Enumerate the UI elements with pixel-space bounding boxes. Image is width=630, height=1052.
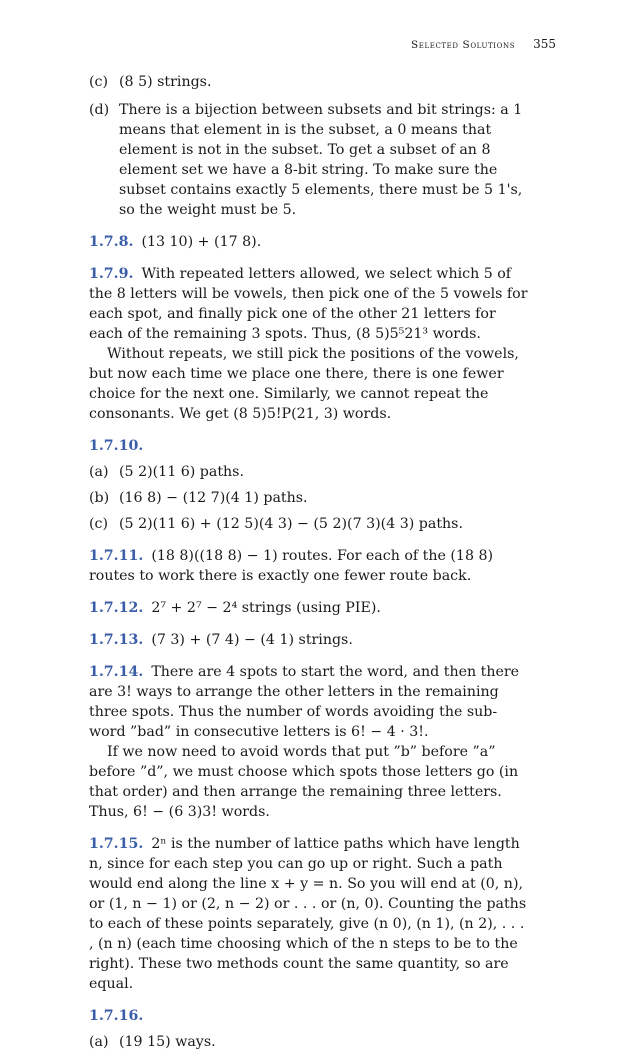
- page-number: 355: [533, 37, 556, 51]
- problem-number: 1.7.15.: [89, 836, 144, 852]
- problem-number: 1.7.11.: [89, 548, 144, 564]
- part-c: [89, 514, 531, 534]
- item-text: There is a bijection between subsets and bit strings: a 1 means that element in is the subset, a 0 means that element is not in the subset. To get a subset of an 8 element set we have a 8-bit string. To make sure the subset contains exactly 5 elements, there must be 5 1's, so the weight must be 5.: [119, 102, 523, 218]
- solution-1-7-15: [89, 834, 531, 994]
- problem-number: 1.7.9.: [89, 266, 134, 282]
- problem-number: 1.7.13.: [89, 632, 144, 648]
- part-label: (a): [89, 1034, 109, 1050]
- part-a: [89, 462, 531, 482]
- problem-number: 1.7.16.: [89, 1008, 144, 1024]
- solution-text: (18 8)((18 8) − 1) routes. For each of the (18 8) routes to work there is exactly one fewer route back.: [89, 548, 494, 584]
- solution-1-7-12: [89, 598, 531, 618]
- part-b: [89, 488, 531, 508]
- problem-number: 1.7.10.: [89, 438, 144, 454]
- solution-text: Without repeats, we still pick the positions of the vowels, but now each time we place one there, there is one fewer choice for the next one. Similarly, we cannot repeat the consonants. We get (8 5)5!P(21, 3) words.: [89, 346, 519, 422]
- solution-1-7-13: [89, 630, 531, 650]
- item-text: (8 5) strings.: [119, 74, 212, 90]
- solution-1-7-16: [89, 1006, 531, 1052]
- part-label: (b): [89, 490, 110, 506]
- solution-1-7-8: [89, 232, 531, 252]
- part-a: [89, 1032, 531, 1052]
- part-text: (19 15) ways.: [119, 1034, 216, 1050]
- solution-text: With repeated letters allowed, we select which 5 of the 8 letters will be vowels, then pick one of the 5 vowels for each spot, and finally pick one of the other 21 letters for each of the remaining 3 spots. Thus, (8 5)5⁵21³ words.: [89, 266, 528, 342]
- section-title: Selected Solutions: [411, 39, 516, 51]
- item-c: [89, 72, 531, 92]
- solution-1-7-14: [89, 662, 531, 822]
- solution-text: If we now need to avoid words that put ”b” before ”a” before ”d”, we must choose which spots those letters go (in that order) and then arrange the remaining three letters. Thus, 6! − (6 3)3! words.: [89, 744, 519, 820]
- item-label: (d): [89, 102, 110, 118]
- solution-text: (7 3) + (7 4) − (4 1) strings.: [151, 632, 353, 648]
- solution-text: (13 10) + (17 8).: [141, 234, 262, 250]
- running-header: [411, 34, 556, 55]
- problem-number: 1.7.8.: [89, 234, 134, 250]
- solution-text: 2⁷ + 2⁷ − 2⁴ strings (using PIE).: [151, 600, 381, 616]
- part-text: (5 2)(11 6) + (12 5)(4 3) − (5 2)(7 3)(4 3) paths.: [119, 516, 463, 532]
- page-body: [89, 66, 531, 1052]
- solution-text: There are 4 spots to start the word, and then there are 3! ways to arrange the other letters in the remaining three spots. Thus the number of words avoiding the sub-word ”bad” in consecutive letters is 6! − 4 · 3!.: [89, 664, 520, 740]
- part-label: (a): [89, 464, 109, 480]
- part-label: (c): [89, 516, 109, 532]
- solution-1-7-10: [89, 436, 531, 534]
- problem-number: 1.7.14.: [89, 664, 144, 680]
- solution-1-7-11: [89, 546, 531, 586]
- item-d: [89, 100, 531, 220]
- problem-number: 1.7.12.: [89, 600, 144, 616]
- part-text: (5 2)(11 6) paths.: [119, 464, 244, 480]
- solution-1-7-9: [89, 264, 531, 424]
- solution-text: 2ⁿ is the number of lattice paths which have length n, since for each step you can go up or right. Such a path would end along the line x + y = n. So you will end at (0, n), or (1, n − 1) or (2, n − 2) or . . . or (n, 0). Counting the paths to each of these points separately, give (n 0), (n 1), (n 2), . . . , (n n) (each time choosing which of the n steps to be to the right). These two methods count the same quantity, so are equal.: [89, 836, 527, 992]
- part-text: (16 8) − (12 7)(4 1) paths.: [119, 490, 308, 506]
- item-label: (c): [89, 74, 109, 90]
